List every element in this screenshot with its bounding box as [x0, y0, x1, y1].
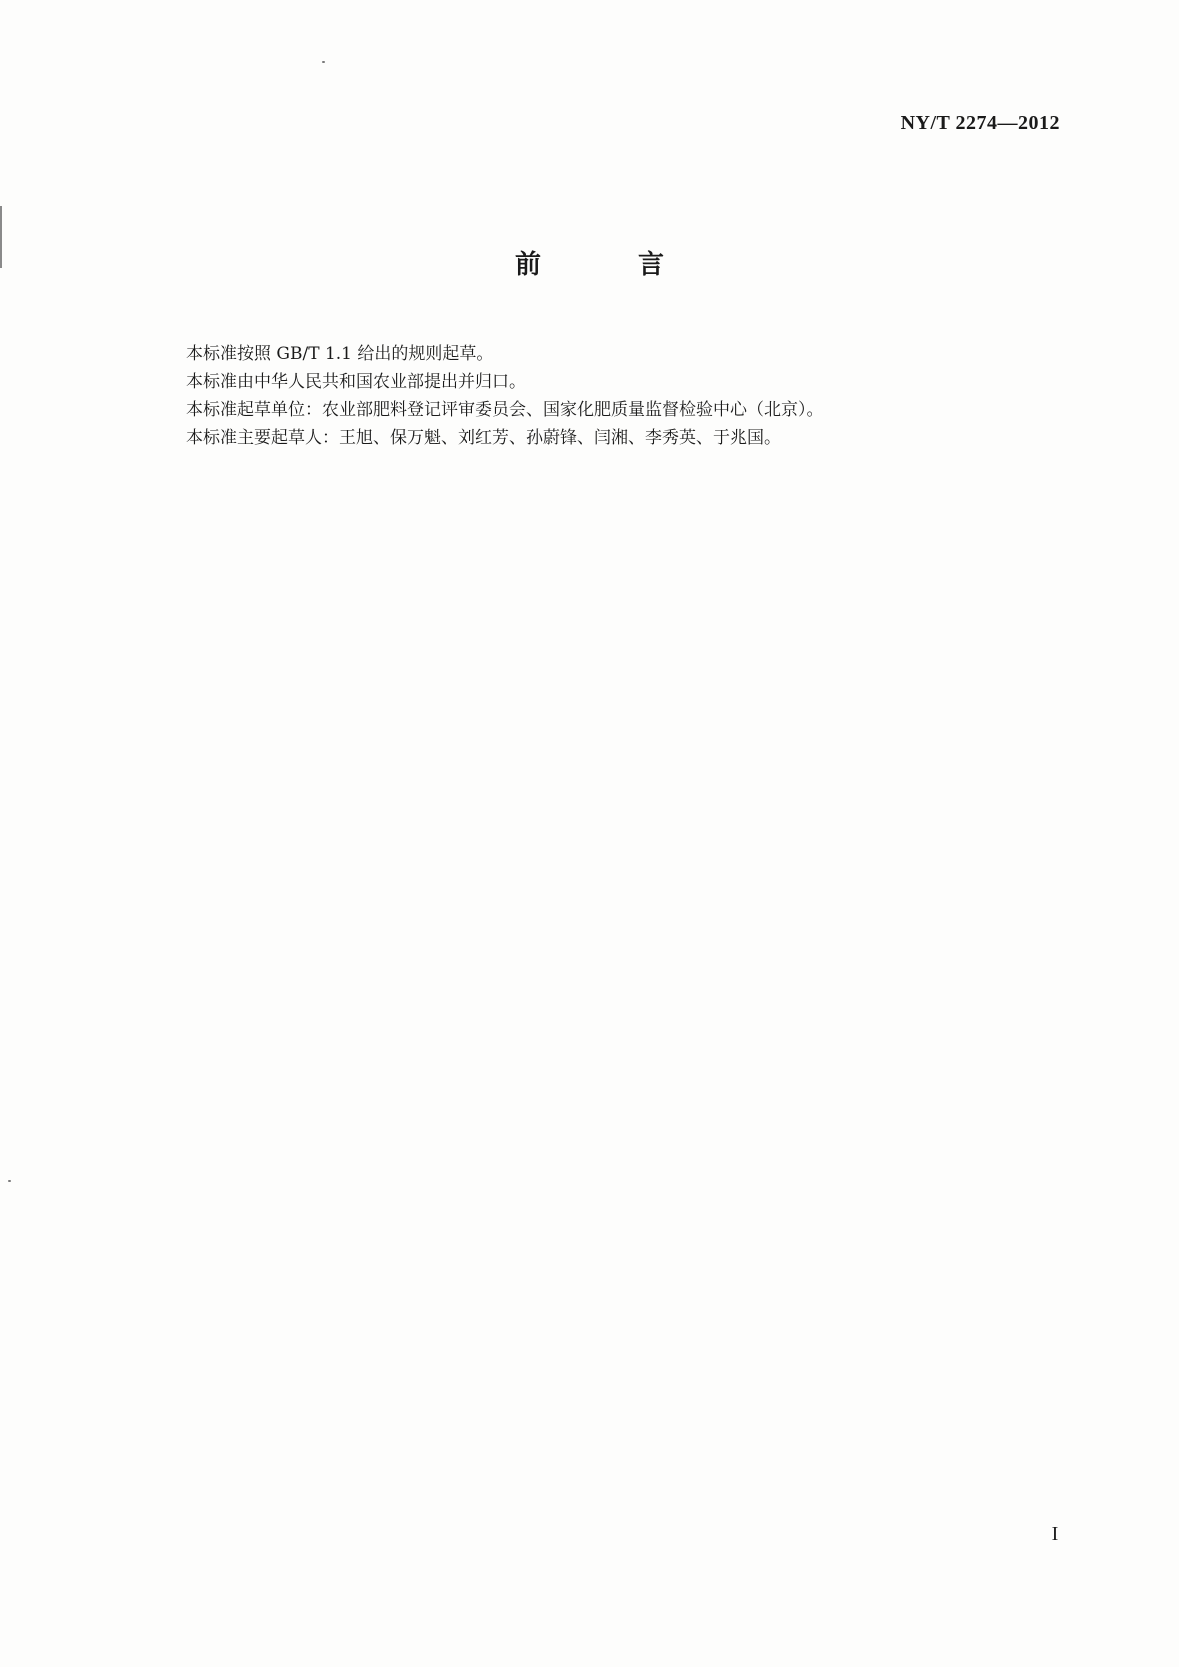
paragraph-proposed-by: 本标准由中华人民共和国农业部提出并归口。 — [186, 372, 526, 392]
paragraph-drafters: 本标准主要起草人：王旭、保万魁、刘红芳、孙蔚锋、闫湘、李秀英、于兆国。 — [186, 428, 781, 448]
page-title: 前 言 — [514, 250, 709, 280]
scan-speck — [322, 61, 325, 63]
page-number: I — [1051, 1523, 1059, 1545]
paragraph-drafting-units: 本标准起草单位：农业部肥料登记评审委员会、国家化肥质量监督检验中心（北京）。 — [186, 400, 824, 420]
paragraph-drafting-rules: 本标准按照 GB/T 1.1 给出的规则起草。 — [186, 344, 494, 364]
standard-number: NY/T 2274—2012 — [900, 112, 1060, 134]
foreword-body — [186, 340, 1046, 452]
scan-speck — [8, 1180, 11, 1182]
